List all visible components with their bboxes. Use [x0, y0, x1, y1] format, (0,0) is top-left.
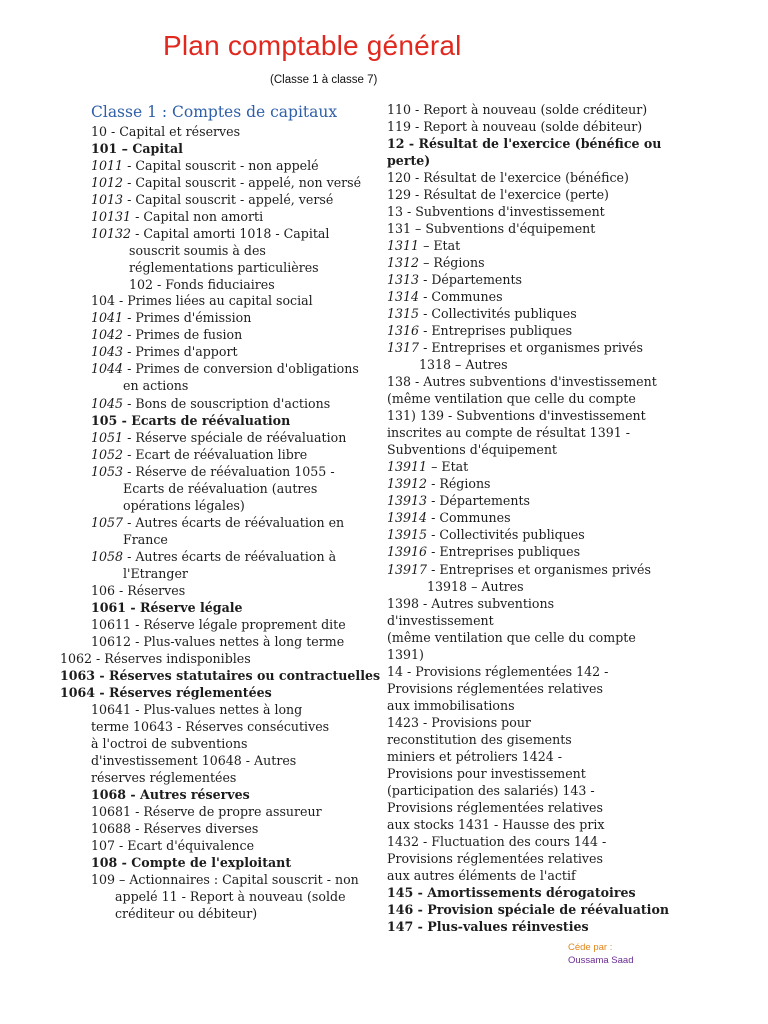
right-account-line: [387, 186, 609, 203]
right-account-line: [387, 254, 485, 271]
right-account-line: [387, 629, 636, 646]
right-account-line: [387, 373, 657, 390]
left-account-line: [91, 786, 250, 803]
account-label: - Communes: [419, 289, 503, 304]
right-account-line: [387, 901, 669, 918]
account-label: - Entreprises publiques: [427, 544, 581, 559]
account-label: 1318 – Autres: [419, 357, 508, 372]
account-label: d'investissement 10648 - Autres: [91, 753, 297, 768]
account-code: 13913: [387, 493, 428, 508]
account-label: miniers et pétroliers 1424 -: [387, 749, 563, 764]
account-label: perte): [387, 153, 431, 168]
account-label: appelé 11 - Report à nouveau (solde: [115, 889, 346, 904]
left-account-line: [129, 242, 266, 259]
account-label: – Etat: [427, 459, 469, 474]
left-account-line: [91, 225, 329, 242]
account-code: 1313: [387, 272, 420, 287]
account-label: – Régions: [419, 255, 485, 270]
account-label: 119 - Report à nouveau (solde débiteur): [387, 119, 643, 134]
account-label: 105 - Ecarts de réévaluation: [91, 413, 291, 428]
account-label: 1398 - Autres subventions: [387, 596, 555, 611]
account-label: - Primes de conversion d'obligations: [123, 361, 359, 376]
account-label: - Entreprises et organismes privés: [419, 340, 643, 355]
account-label: Provisions réglementées relatives: [387, 800, 603, 815]
account-code: 13916: [387, 544, 428, 559]
right-account-line: [387, 731, 572, 748]
account-code: 1315: [387, 306, 420, 321]
account-label: 13918 – Autres: [427, 579, 524, 594]
account-label: réglementations particulières: [129, 260, 319, 275]
right-account-line: [387, 748, 562, 765]
left-account-line: [91, 514, 344, 531]
account-label: 10681 - Réserve de propre assureur: [91, 804, 322, 819]
account-label: (même ventilation que celle du compte: [387, 391, 636, 406]
left-account-line: [91, 803, 322, 820]
page-title: Plan comptable général: [163, 30, 462, 61]
right-account-line: [387, 526, 585, 543]
right-account-line: [387, 680, 603, 697]
account-label: - Bons de souscription d'actions: [123, 396, 331, 411]
left-account-line: [115, 888, 346, 905]
account-label: 10 - Capital et réserves: [91, 124, 241, 139]
account-label: - Ecart de réévaluation libre: [123, 447, 308, 462]
account-code: 1053: [91, 464, 124, 479]
right-account-line: [387, 816, 604, 833]
left-account-line: [91, 395, 330, 412]
right-account-line: [387, 135, 661, 152]
right-account-line: [387, 169, 629, 186]
right-account-line: [387, 663, 608, 680]
account-code: 1041: [91, 310, 124, 325]
right-account-line: [387, 475, 491, 492]
right-account-line: [387, 799, 603, 816]
account-label: - Communes: [427, 510, 511, 525]
account-label: France: [123, 532, 168, 547]
left-account-line: [91, 174, 361, 191]
account-label: (participation des salariés) 143 -: [387, 783, 595, 798]
account-label: reconstitution des gisements: [387, 732, 572, 747]
account-label: 13 - Subventions d'investissement: [387, 204, 605, 219]
right-account-line: [387, 152, 430, 169]
left-account-line: [91, 360, 359, 377]
account-label: - Capital souscrit - non appelé: [123, 158, 319, 173]
left-account-line: [91, 412, 290, 429]
left-account-line: [91, 191, 333, 208]
account-label: Subventions d'équipement: [387, 442, 557, 457]
left-account-line: [91, 701, 302, 718]
right-account-line: [387, 714, 531, 731]
right-account-line: [387, 509, 511, 526]
right-account-line: [387, 833, 606, 850]
left-account-line: [91, 769, 236, 786]
account-code: 1058: [91, 549, 124, 564]
left-account-line: [91, 633, 344, 650]
account-code: 13912: [387, 476, 428, 491]
right-account-line: [387, 850, 603, 867]
account-label: 1061 - Réserve légale: [91, 600, 243, 615]
account-code: 1042: [91, 327, 124, 342]
account-label: 1062 - Réserves indisponibles: [60, 651, 251, 666]
left-account-line: [60, 684, 272, 701]
account-label: 138 - Autres subventions d'investissement: [387, 374, 657, 389]
account-label: - Autres écarts de réévaluation à: [123, 549, 337, 564]
right-account-line: [387, 765, 586, 782]
right-account-line: [419, 356, 508, 373]
account-label: - Réserve spéciale de réévaluation: [123, 430, 347, 445]
account-label: 107 - Ecart d'équivalence: [91, 838, 255, 853]
account-code: 10131: [91, 209, 132, 224]
account-label: 10612 - Plus-values nettes à long terme: [91, 634, 345, 649]
account-label: - Réserve de réévaluation 1055 -: [123, 464, 335, 479]
account-label: - Capital souscrit - appelé, versé: [123, 192, 334, 207]
account-label: aux stocks 1431 - Hausse des prix: [387, 817, 605, 832]
right-account-line: [387, 867, 576, 884]
account-label: inscrites au compte de résultat 1391 -: [387, 425, 630, 440]
account-label: - Primes d'émission: [123, 310, 252, 325]
right-account-line: [387, 203, 605, 220]
left-account-line: [123, 531, 168, 548]
left-account-line: [91, 343, 238, 360]
account-label: 1068 - Autres réserves: [91, 787, 250, 802]
account-code: 1057: [91, 515, 124, 530]
account-label: d'investissement: [387, 613, 494, 628]
account-label: - Entreprises publiques: [419, 323, 573, 338]
account-label: 14 - Provisions réglementées 142 -: [387, 664, 609, 679]
account-label: 10611 - Réserve légale proprement dite: [91, 617, 346, 632]
left-account-line: [91, 548, 336, 565]
account-label: réserves réglementées: [91, 770, 237, 785]
left-account-line: [91, 735, 247, 752]
account-label: 101 – Capital: [91, 141, 183, 156]
account-code: 1044: [91, 361, 124, 376]
account-code: 13911: [387, 459, 428, 474]
left-account-line: [91, 718, 329, 735]
account-label: 146 - Provision spéciale de réévaluation: [387, 902, 670, 917]
right-account-line: [387, 543, 580, 560]
right-account-line: [387, 424, 630, 441]
left-account-line: [91, 446, 307, 463]
account-label: 102 - Fonds fiduciaires: [129, 277, 275, 292]
account-code: 1011: [91, 158, 124, 173]
credit-label: Céde par :: [568, 942, 613, 953]
account-code: 1045: [91, 396, 124, 411]
account-code: 1316: [387, 323, 420, 338]
account-code: 1052: [91, 447, 124, 462]
account-label: 10641 - Plus-values nettes à long: [91, 702, 303, 717]
account-code: 1051: [91, 430, 124, 445]
account-label: 1063 - Réserves statutaires ou contractuelles: [60, 668, 381, 683]
account-label: créditeur ou débiteur): [115, 906, 258, 921]
right-account-line: [427, 578, 524, 595]
account-label: 129 - Résultat de l'exercice (perte): [387, 187, 609, 202]
account-label: aux immobilisations: [387, 698, 515, 713]
account-label: (même ventilation que celle du compte: [387, 630, 636, 645]
left-account-line: [123, 480, 317, 497]
account-label: 108 - Compte de l'exploitant: [91, 855, 292, 870]
account-label: - Capital amorti 1018 - Capital: [131, 226, 330, 241]
right-account-line: [387, 220, 595, 237]
account-label: 1423 - Provisions pour: [387, 715, 531, 730]
left-account-line: [129, 259, 319, 276]
right-account-line: [387, 697, 515, 714]
account-label: - Régions: [427, 476, 491, 491]
account-label: en actions: [123, 378, 189, 393]
account-label: - Entreprises et organismes privés: [427, 562, 651, 577]
right-account-line: [387, 561, 651, 578]
account-label: l'Etranger: [123, 566, 188, 581]
account-code: 1312: [387, 255, 420, 270]
left-account-line: [91, 157, 319, 174]
right-account-line: [387, 271, 522, 288]
left-account-line: [91, 309, 251, 326]
account-label: 104 - Primes liées au capital social: [91, 293, 313, 308]
left-account-line: [91, 837, 254, 854]
account-label: - Collectivités publiques: [419, 306, 577, 321]
account-label: - Capital souscrit - appelé, non versé: [123, 175, 362, 190]
page-subtitle: (Classe 1 à classe 7): [270, 74, 378, 86]
account-code: 13917: [387, 562, 428, 577]
right-account-line: [387, 458, 468, 475]
account-label: Provisions réglementées relatives: [387, 681, 603, 696]
account-label: - Autres écarts de réévaluation en: [123, 515, 345, 530]
right-account-line: [387, 595, 554, 612]
left-account-line: [91, 429, 346, 446]
right-account-line: [387, 612, 494, 629]
account-label: 131) 139 - Subventions d'investissement: [387, 408, 646, 423]
account-code: 13914: [387, 510, 428, 525]
account-code: 1043: [91, 344, 124, 359]
right-account-line: [387, 646, 424, 663]
account-label: 12 - Résultat de l'exercice (bénéfice ou: [387, 136, 662, 151]
right-account-line: [387, 339, 643, 356]
left-account-line: [91, 292, 313, 309]
right-account-line: [387, 305, 577, 322]
account-label: - Départements: [427, 493, 531, 508]
right-account-line: [387, 288, 503, 305]
account-label: 147 - Plus-values réinvesties: [387, 919, 589, 934]
right-account-line: [387, 407, 646, 424]
right-account-line: [387, 390, 636, 407]
left-account-line: [123, 497, 245, 514]
left-account-line: [91, 140, 183, 157]
account-label: Provisions réglementées relatives: [387, 851, 603, 866]
account-label: 10688 - Réserves diverses: [91, 821, 259, 836]
right-account-line: [387, 322, 572, 339]
section-heading-classe-1: Classe 1 : Comptes de capitaux: [91, 103, 338, 121]
left-account-line: [91, 854, 291, 871]
account-label: 109 – Actionnaires : Capital souscrit - non: [91, 872, 359, 887]
account-code: 1012: [91, 175, 124, 190]
account-label: 1391): [387, 647, 424, 662]
account-label: souscrit soumis à des: [129, 243, 266, 258]
account-code: 1314: [387, 289, 420, 304]
left-account-line: [60, 650, 251, 667]
right-account-line: [387, 118, 642, 135]
account-label: 131 – Subventions d'équipement: [387, 221, 596, 236]
left-account-line: [91, 820, 258, 837]
account-label: 1064 - Réserves réglementées: [60, 685, 272, 700]
account-code: 13915: [387, 527, 428, 542]
account-label: - Départements: [419, 272, 523, 287]
account-label: – Etat: [419, 238, 461, 253]
left-account-line: [115, 905, 257, 922]
left-account-line: [91, 326, 242, 343]
left-account-line: [91, 463, 335, 480]
account-code: 10132: [91, 226, 132, 241]
left-account-line: [123, 377, 188, 394]
account-label: 120 - Résultat de l'exercice (bénéfice): [387, 170, 629, 185]
account-code: 1317: [387, 340, 420, 355]
account-label: - Primes de fusion: [123, 327, 243, 342]
account-label: à l'octroi de subventions: [91, 736, 248, 751]
account-label: 110 - Report à nouveau (solde créditeur): [387, 102, 648, 117]
account-label: Provisions pour investissement: [387, 766, 586, 781]
account-label: aux autres éléments de l'actif: [387, 868, 576, 883]
account-code: 1311: [387, 238, 420, 253]
left-account-line: [91, 208, 263, 225]
left-account-line: [129, 276, 275, 293]
left-account-line: [91, 123, 240, 140]
right-account-line: [387, 492, 530, 509]
left-account-line: [91, 871, 359, 888]
account-label: - Collectivités publiques: [427, 527, 585, 542]
account-label: - Capital non amorti: [131, 209, 264, 224]
right-account-line: [387, 884, 636, 901]
right-account-line: [387, 237, 460, 254]
account-label: 106 - Réserves: [91, 583, 186, 598]
account-label: Ecarts de réévaluation (autres: [123, 481, 318, 496]
account-label: terme 10643 - Réserves consécutives: [91, 719, 330, 734]
right-account-line: [387, 918, 589, 935]
left-account-line: [60, 667, 380, 684]
account-label: opérations légales): [123, 498, 245, 513]
left-account-line: [91, 752, 296, 769]
left-account-line: [123, 565, 188, 582]
account-code: 1013: [91, 192, 124, 207]
account-label: 1432 - Fluctuation des cours 144 -: [387, 834, 607, 849]
left-account-line: [91, 599, 243, 616]
right-account-line: [387, 441, 557, 458]
right-account-line: [387, 782, 595, 799]
account-label: 145 - Amortissements dérogatoires: [387, 885, 636, 900]
author-name: Oussama Saad: [568, 955, 634, 966]
left-account-line: [91, 616, 346, 633]
account-label: - Primes d'apport: [123, 344, 238, 359]
right-account-line: [387, 101, 647, 118]
left-account-line: [91, 582, 185, 599]
